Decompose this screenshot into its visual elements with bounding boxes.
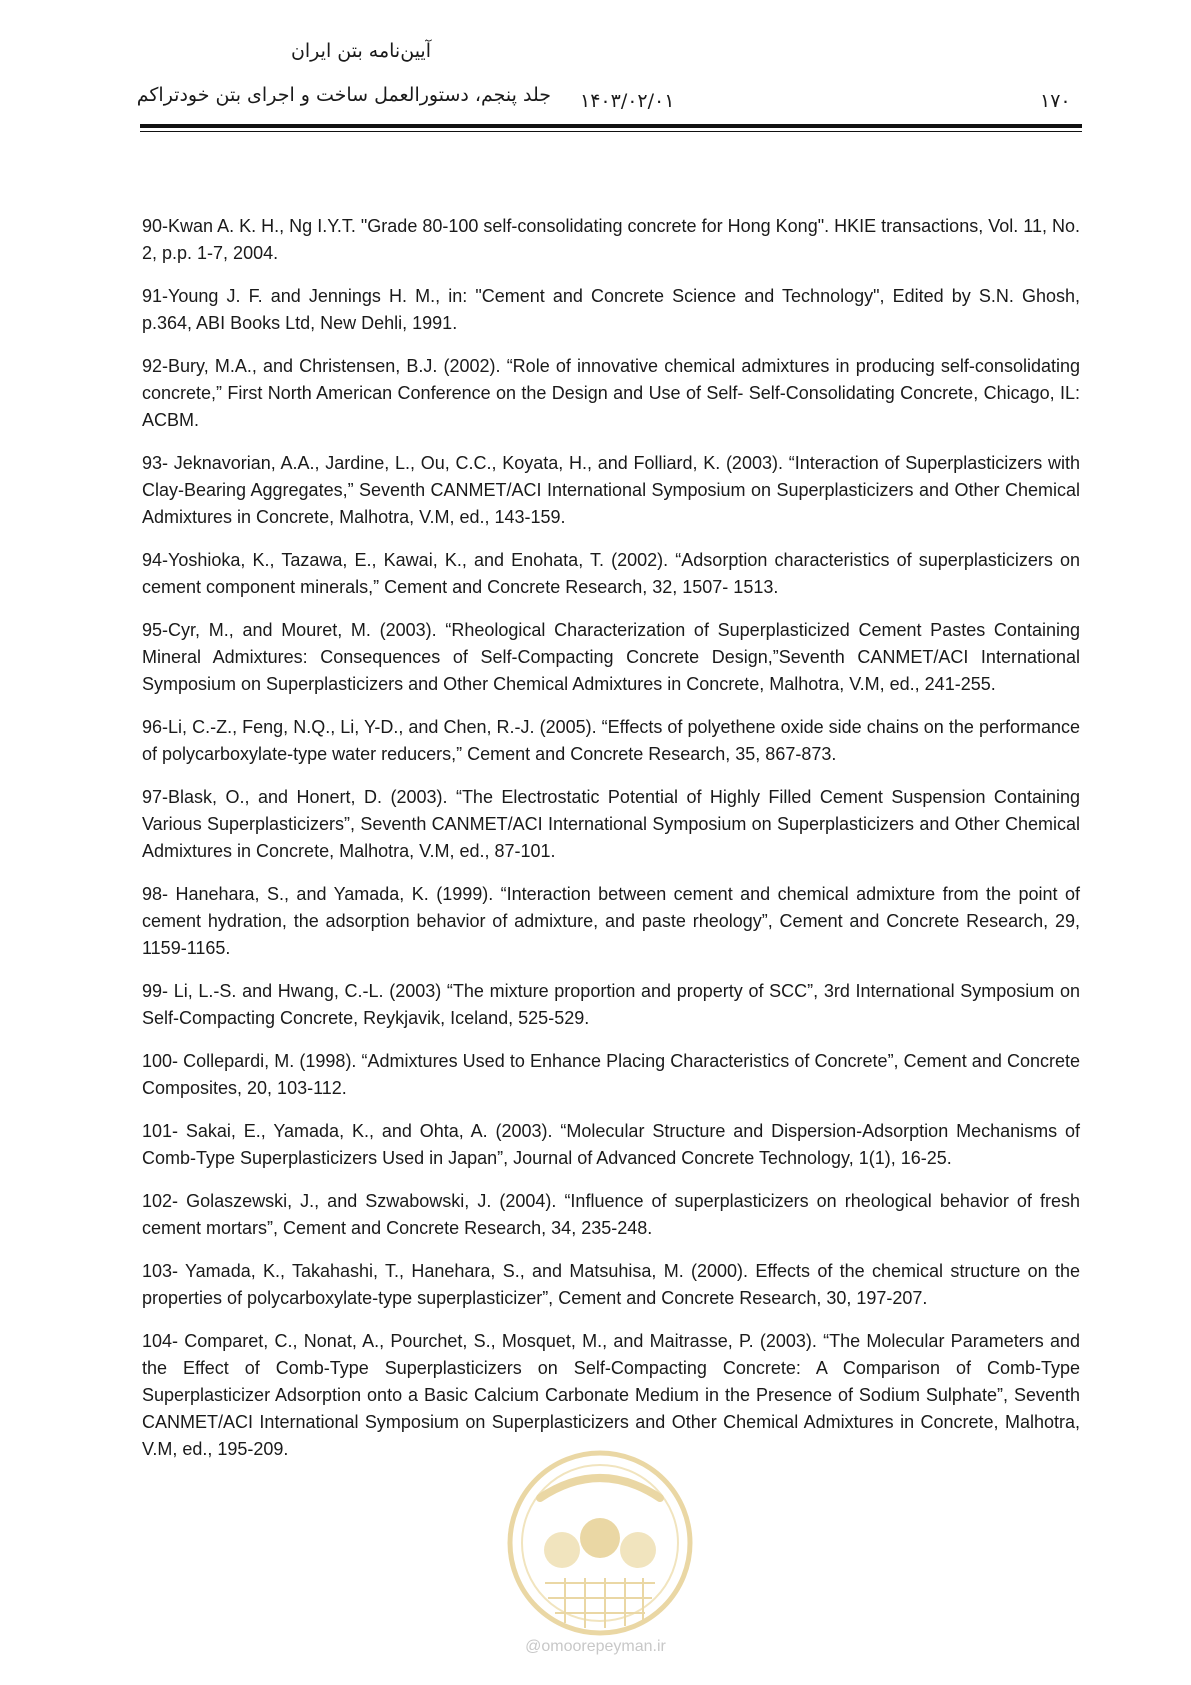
reference-item: 93- Jeknavorian, A.A., Jardine, L., Ou, C.C., Koyata, H., and Folliard, K. (2003). “Interaction of Superplasticizers with Clay-Bearing Aggregates,” Seventh CANMET/ACI International Symposium on Superplasticizers and Other Chemical Admixtures in Concrete, Malhotra, V.M, ed., 143-159. <box>142 453 1080 527</box>
header-rule-thin <box>140 131 1082 132</box>
reference-item: 96-Li, C.-Z., Feng, N.Q., Li, Y-D., and Chen, R.-J. (2005). “Effects of polyethene oxide side chains on the performance of polycarboxylate-type water reducers,” Cement and Concrete Research, 35, 867-873. <box>142 717 1080 764</box>
seal-logo-icon <box>500 1438 700 1658</box>
reference-item: 100- Collepardi, M. (1998). “Admixtures Used to Enhance Placing Characteristics of Concrete”, Cement and Concrete Composites, 20, 103-112. <box>142 1051 1080 1098</box>
header-date: ۱۴۰۳/۰۲/۰۱ <box>580 90 675 112</box>
reference-item: 91-Young J. F. and Jennings H. M., in: "Cement and Concrete Science and Technology", Edited by S.N. Ghosh, p.364, ABI Books Ltd, New Dehli, 1991. <box>142 286 1080 333</box>
reference-item: 95-Cyr, M., and Mouret, M. (2003). “Rheological Characterization of Superplasticized Cement Pastes Containing Mineral Admixtures: Consequences of Self-Compacting Concrete Design,”Seventh CANMET/ACI International Symposium on Superplasticizers and Other Chemical Admixtures in Concrete, Malhotra, V.M, ed., 241-255. <box>142 620 1080 694</box>
reference-item: 104- Comparet, C., Nonat, A., Pourchet, S., Mosquet, M., and Maitrasse, P. (2003). “The Molecular Parameters and the Effect of Comb-Type Superplasticizers on Self-Compacting Concrete: A Comparison of Comb-Type Superplasticizer Adsorption onto a Basic Calcium Carbonate Medium in the Presence of Sodium Sulphate”, Seventh CANMET/ACI International Symposium on Superplasticizers and Other Chemical Admixtures in Concrete, Malhotra, V.M, ed., 195-209. <box>142 1331 1080 1459</box>
reference-item: 92-Bury, M.A., and Christensen, B.J. (2002). “Role of innovative chemical admixtures in producing self-consolidating concrete,” First North American Conference on the Design and Use of Self- Self-Consolidating Concrete, Chicago, IL: ACBM. <box>142 356 1080 430</box>
reference-item: 101- Sakai, E., Yamada, K., and Ohta, A. (2003). “Molecular Structure and Dispersion-Adsorption Mechanisms of Comb-Type Superplasticizers Used in Japan”, Journal of Advanced Concrete Technology, 1(1), 16-25. <box>142 1121 1080 1168</box>
reference-item: 97-Blask, O., and Honert, D. (2003). “The Electrostatic Potential of Highly Filled Cement Suspension Containing Various Superplasticizers”, Seventh CANMET/ACI International Symposium on Superplasticizers and Other Chemical Admixtures in Concrete, Malhotra, V.M, ed., 87-101. <box>142 787 1080 861</box>
page-header <box>0 0 1191 140</box>
reference-item: 94-Yoshioka, K., Tazawa, E., Kawai, K., and Enohata, T. (2002). “Adsorption characteristics of superplasticizers on cement component minerals,” Cement and Concrete Research, 32, 1507- 1513. <box>142 550 1080 597</box>
reference-item: 103- Yamada, K., Takahashi, T., Hanehara, S., and Matsuhisa, M. (2000). Effects of the chemical structure on the properties of polycarboxylate-type superplasticizer”, Cement and Concrete Research, 30, 197-207. <box>142 1261 1080 1308</box>
reference-item: 98- Hanehara, S., and Yamada, K. (1999). “Interaction between cement and chemical admixture from the point of cement hydration, the adsorption behavior of admixture, and paste rheology”, Cement and Concrete Research, 29, 1159-1165. <box>142 884 1080 958</box>
header-rule-thick <box>140 124 1082 128</box>
volume-title: جلد پنجم، دستورالعمل ساخت و اجرای بتن خودتراکم <box>136 84 551 106</box>
reference-list <box>142 213 1080 1479</box>
reference-item: 102- Golaszewski, J., and Szwabowski, J. (2004). “Influence of superplasticizers on rheological behavior of fresh cement mortars”, Cement and Concrete Research, 34, 235-248. <box>142 1191 1080 1238</box>
book-title: آیین‌نامه بتن ایران <box>290 40 431 62</box>
reference-item: 99- Li, L.-S. and Hwang, C.-L. (2003) “The mixture proportion and property of SCC”, 3rd International Symposium on Self-Compacting Concrete, Reykjavik, Iceland, 525-529. <box>142 981 1080 1028</box>
watermark-site: @omoorepeyman.ir <box>525 1638 666 1655</box>
reference-item: 90-Kwan A. K. H., Ng I.Y.T. "Grade 80-100 self-consolidating concrete for Hong Kong". HKIE transactions, Vol. 11, No. 2, p.p. 1-7, 2004. <box>142 216 1080 263</box>
page-number: ۱۷۰ <box>1040 90 1071 112</box>
